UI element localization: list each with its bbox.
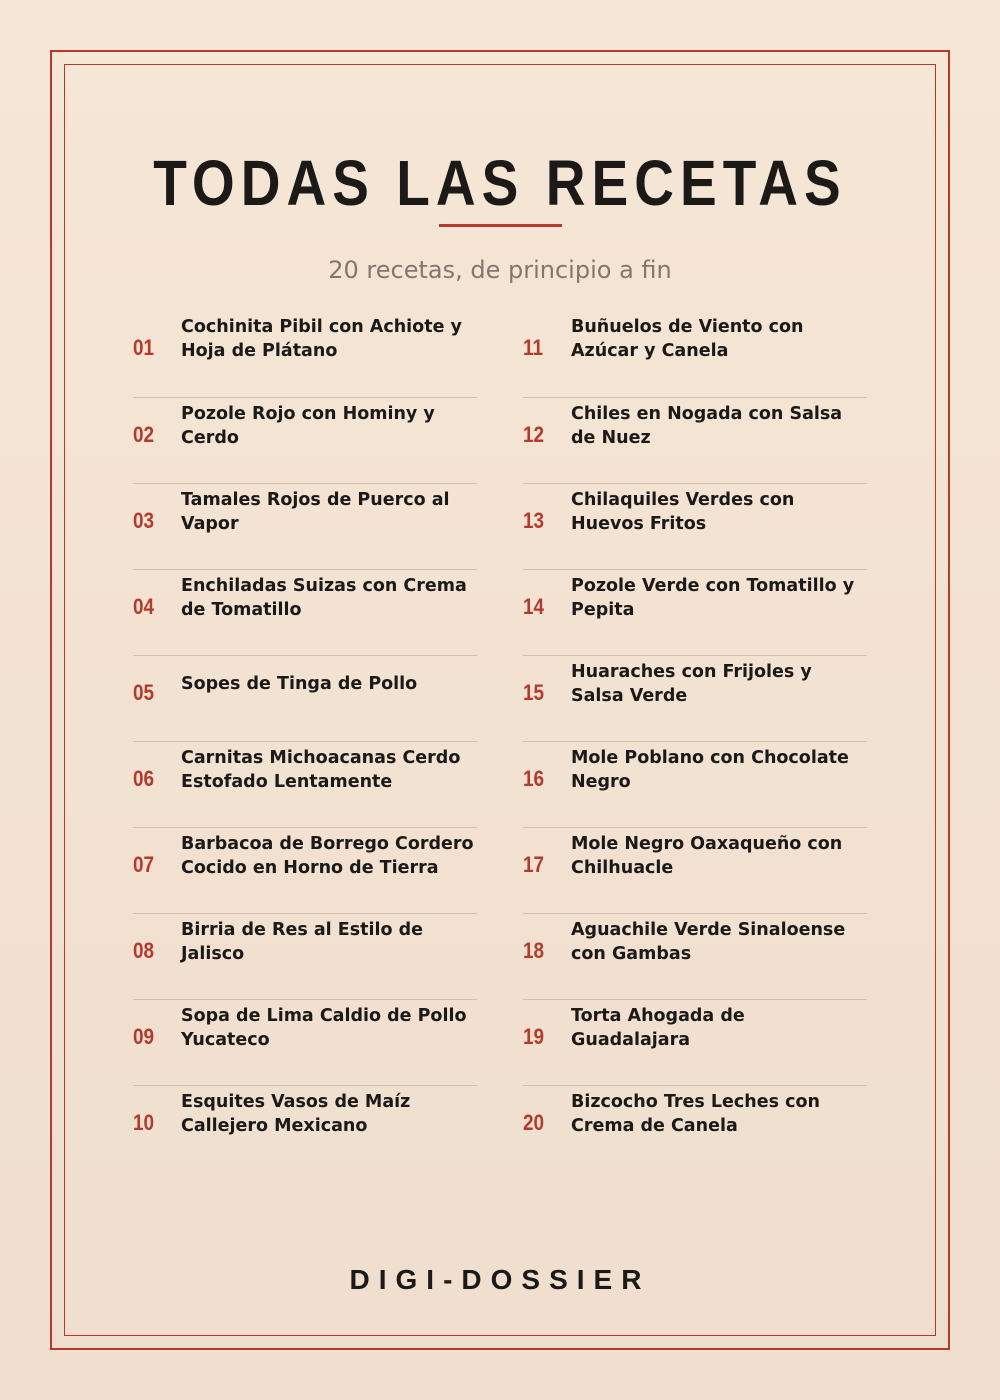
recipe-entry[interactable] bbox=[523, 655, 867, 741]
recipe-name: Esquites Vasos de Maíz Callejero Mexicano bbox=[181, 1092, 411, 1136]
recipe-entry[interactable] bbox=[523, 1085, 867, 1171]
recipe-entry[interactable] bbox=[523, 397, 867, 483]
recipe-entry[interactable] bbox=[523, 483, 867, 569]
recipe-name: Aguachile Verde Sinaloense con Gambas bbox=[571, 920, 846, 964]
recipe-entry[interactable] bbox=[133, 999, 477, 1085]
recipe-number: 14 bbox=[523, 594, 545, 619]
recipe-name: Cochinita Pibil con Achiote y Hoja de Plátano bbox=[181, 317, 462, 361]
recipe-number: 01 bbox=[133, 335, 155, 360]
recipe-number: 08 bbox=[133, 938, 155, 963]
recipe-number: 03 bbox=[133, 508, 155, 533]
recipe-name: Bizcocho Tres Leches con Crema de Canela bbox=[571, 1092, 820, 1136]
recipe-number: 04 bbox=[133, 594, 155, 619]
recipe-number: 09 bbox=[133, 1024, 155, 1049]
recipe-entry[interactable] bbox=[523, 913, 867, 999]
recipe-number: 02 bbox=[133, 422, 155, 447]
recipe-list-left bbox=[133, 311, 477, 1171]
recipe-entry[interactable] bbox=[133, 655, 477, 741]
title-underline bbox=[439, 224, 562, 227]
recipe-name: Chiles en Nogada con Salsa de Nuez bbox=[571, 404, 843, 448]
recipe-number: 12 bbox=[523, 422, 545, 447]
recipe-name: Buñuelos de Viento con Azúcar y Canela bbox=[571, 317, 804, 361]
recipe-name: Chilaquiles Verdes con Huevos Fritos bbox=[571, 490, 795, 534]
recipe-number: 05 bbox=[133, 680, 155, 705]
recipe-entry[interactable] bbox=[523, 311, 867, 397]
recipe-number: 07 bbox=[133, 852, 155, 877]
recipe-name: Sopa de Lima Caldio de Pollo Yucateco bbox=[181, 1006, 467, 1050]
recipe-entry[interactable] bbox=[523, 741, 867, 827]
recipe-list-right bbox=[523, 311, 867, 1171]
recipe-number: 15 bbox=[523, 680, 545, 705]
recipe-number: 20 bbox=[523, 1110, 545, 1135]
recipe-name: Birria de Res al Estilo de Jalisco bbox=[181, 920, 423, 964]
recipe-name: Huaraches con Frijoles y Salsa Verde bbox=[571, 662, 812, 706]
recipe-name: Pozole Verde con Tomatillo y Pepita bbox=[571, 576, 855, 620]
recipe-number: 18 bbox=[523, 938, 545, 963]
recipe-entry[interactable] bbox=[133, 569, 477, 655]
recipe-entry[interactable] bbox=[133, 483, 477, 569]
recipe-entry[interactable] bbox=[523, 827, 867, 913]
recipe-name: Enchiladas Suizas con Crema de Tomatillo bbox=[181, 576, 467, 620]
recipe-name: Carnitas Michoacanas Cerdo Estofado Lentamente bbox=[181, 748, 461, 792]
recipe-name: Mole Poblano con Chocolate Negro bbox=[571, 748, 849, 792]
page-title: TODAS LAS RECETAS bbox=[153, 147, 847, 219]
page-subtitle: 20 recetas, de principio a fin bbox=[328, 256, 672, 284]
recipe-name: Barbacoa de Borrego Cordero Cocido en Horno de Tierra bbox=[181, 834, 474, 878]
recipe-number: 06 bbox=[133, 766, 155, 791]
recipe-name: Mole Negro Oaxaqueño con Chilhuacle bbox=[571, 834, 843, 878]
recipe-number: 13 bbox=[523, 508, 545, 533]
recipe-number: 16 bbox=[523, 766, 545, 791]
recipe-entry[interactable] bbox=[523, 999, 867, 1085]
recipe-name: Tamales Rojos de Puerco al Vapor bbox=[181, 490, 450, 534]
recipe-entry[interactable] bbox=[133, 1085, 477, 1171]
recipe-name: Torta Ahogada de Guadalajara bbox=[571, 1006, 745, 1050]
recipe-name: Sopes de Tinga de Pollo bbox=[181, 674, 418, 694]
recipe-entry[interactable] bbox=[133, 827, 477, 913]
recipe-number: 17 bbox=[523, 852, 545, 877]
recipe-number: 10 bbox=[133, 1110, 155, 1135]
recipe-number: 19 bbox=[523, 1024, 545, 1049]
recipe-entry[interactable] bbox=[133, 311, 477, 397]
recipe-entry[interactable] bbox=[133, 397, 477, 483]
footer-brand: DIGI-DOSSIER bbox=[349, 1264, 651, 1295]
recipe-entry[interactable] bbox=[133, 741, 477, 827]
recipe-name: Pozole Rojo con Hominy y Cerdo bbox=[181, 404, 435, 448]
recipe-entry[interactable] bbox=[523, 569, 867, 655]
recipe-number: 11 bbox=[523, 335, 544, 360]
recipe-entry[interactable] bbox=[133, 913, 477, 999]
